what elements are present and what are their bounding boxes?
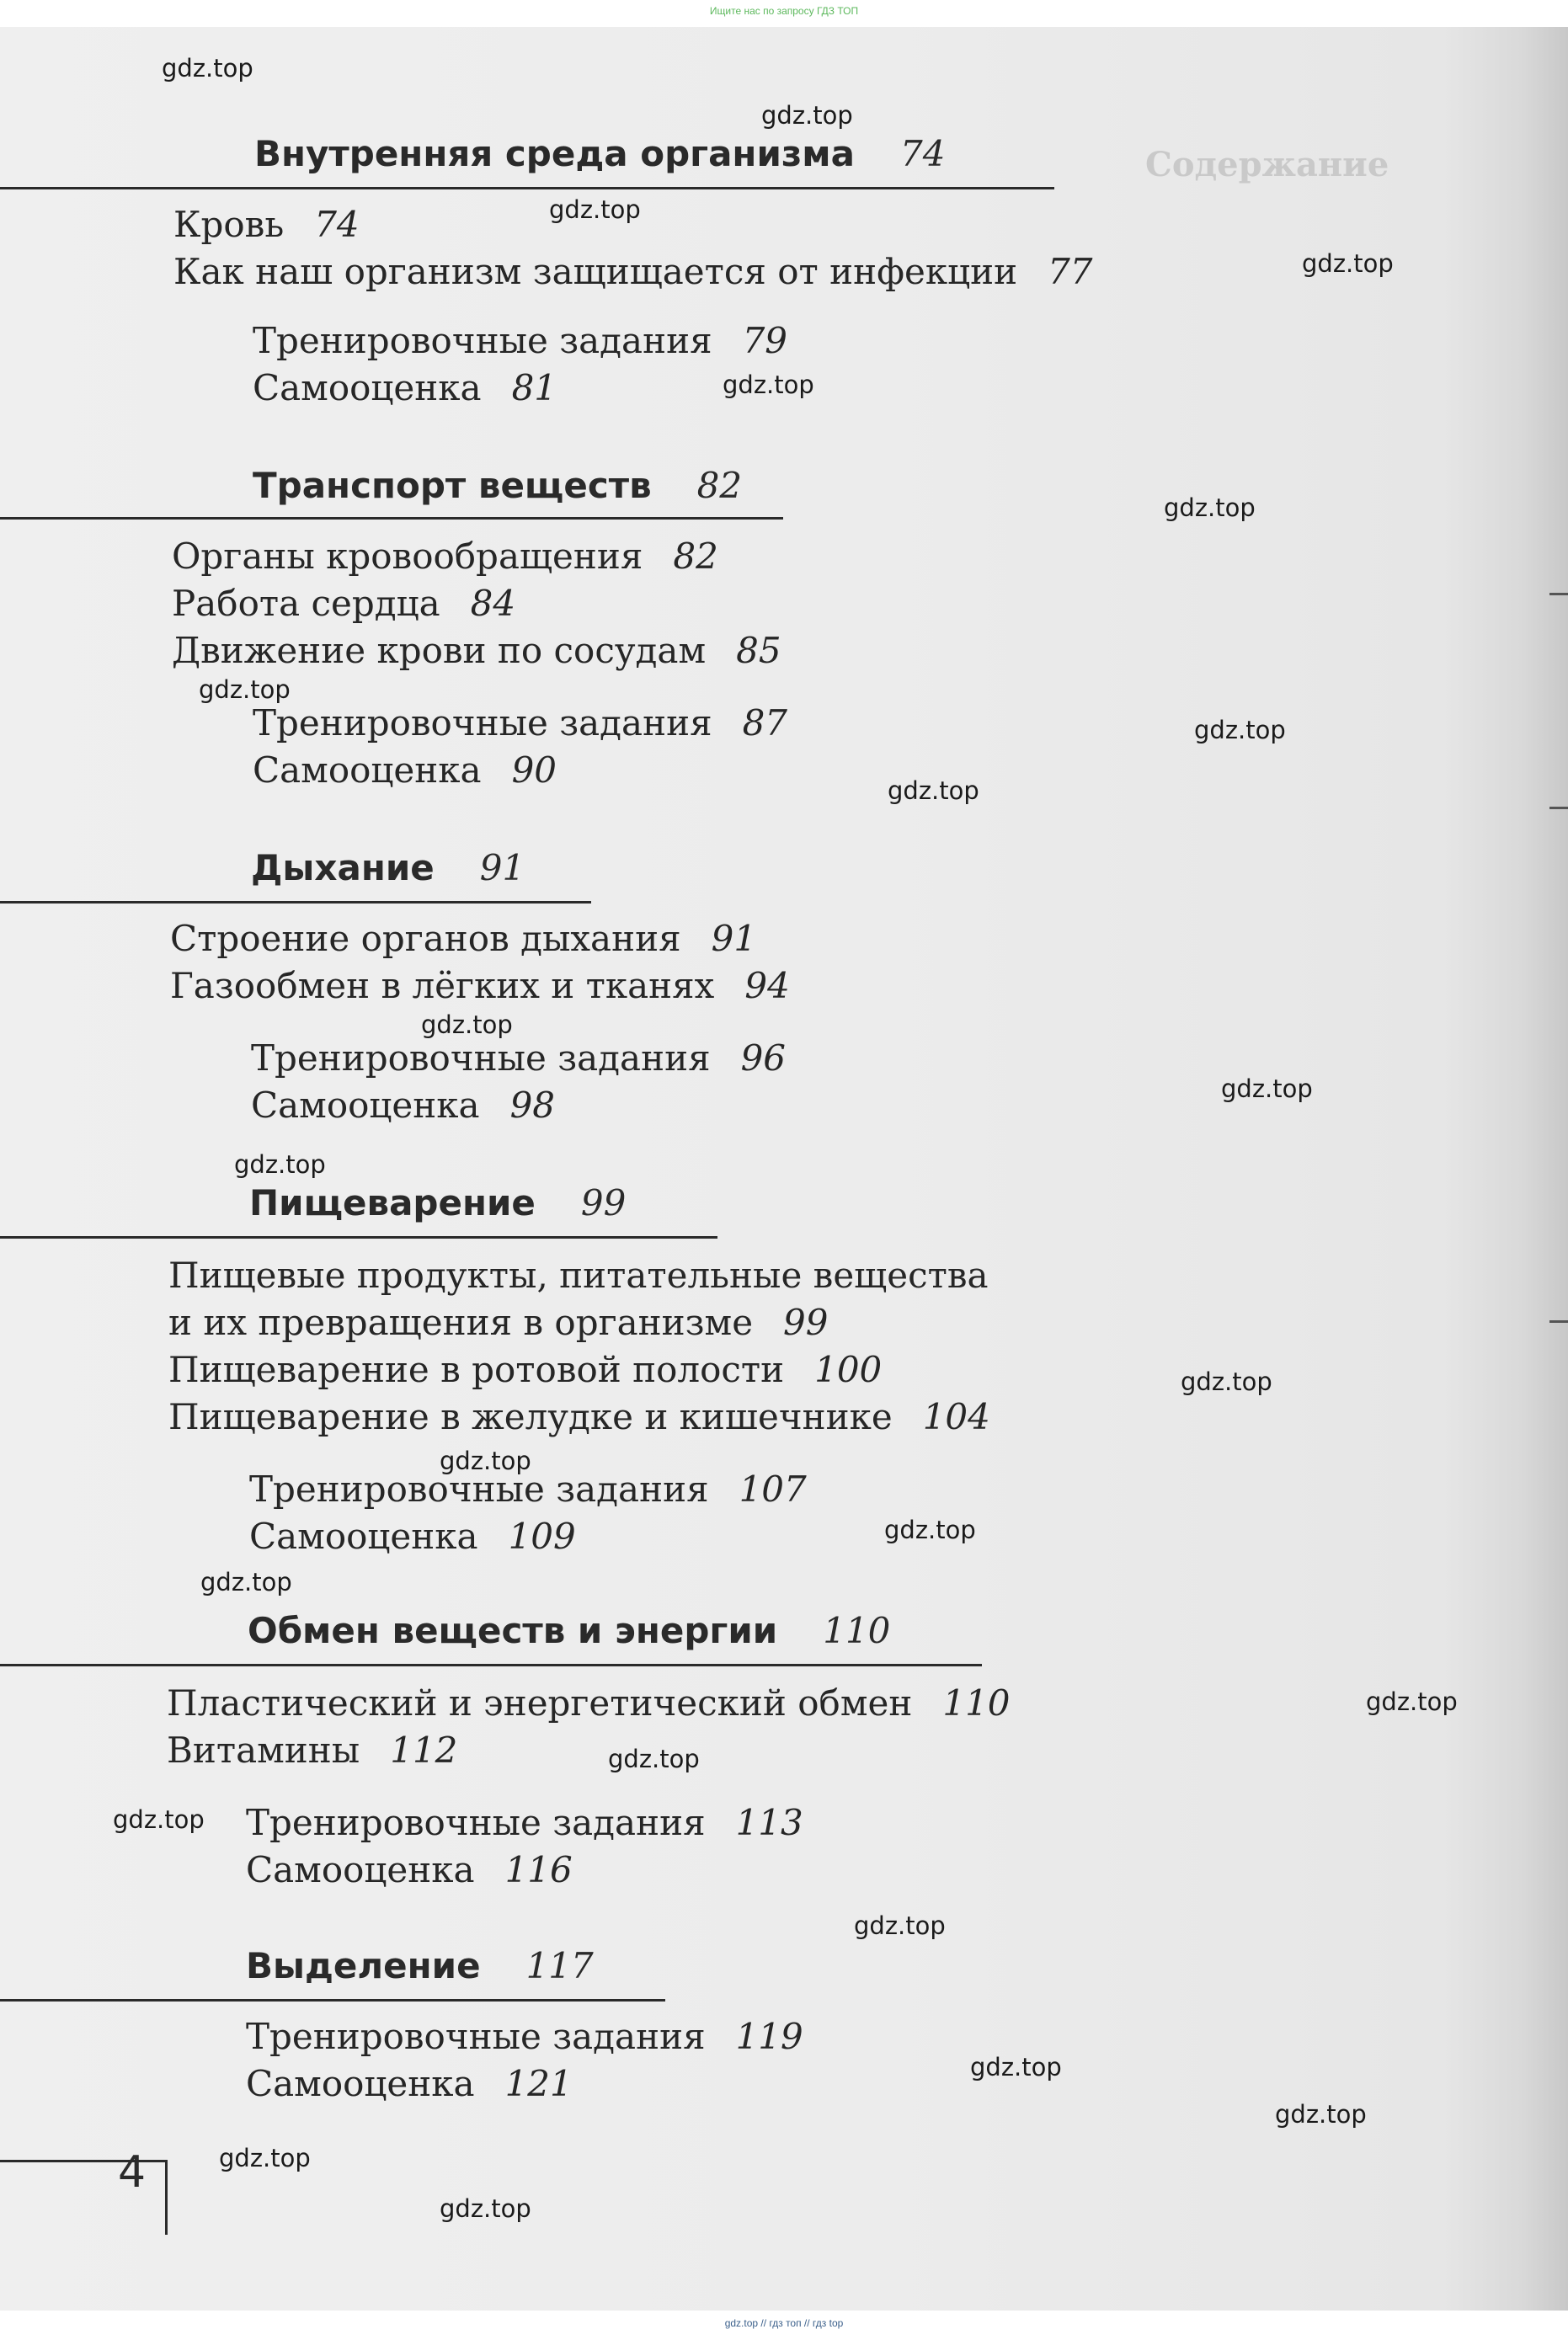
section-rule [0, 1236, 717, 1239]
watermark: gdz.top [1164, 493, 1256, 522]
toc-subitem: Самооценка 98 [251, 1085, 556, 1126]
toc-subitem: Тренировочные задания 113 [246, 1802, 803, 1843]
section-rule [0, 517, 783, 520]
toc-subitem: Тренировочные задания 79 [253, 320, 788, 361]
watermark: gdz.top [234, 1150, 326, 1179]
section-rule [0, 1664, 982, 1666]
section-title: Внутренняя среда организма 74 [254, 133, 946, 174]
watermark: gdz.top [162, 54, 253, 83]
section-title: Пищеварение 99 [249, 1182, 627, 1223]
toc-item: Кровь 74 [173, 204, 360, 245]
watermark: gdz.top [1181, 1367, 1272, 1396]
toc-subitem: Самооценка 121 [246, 2063, 573, 2104]
edge-tick [1549, 1320, 1568, 1323]
watermark: gdz.top [888, 776, 979, 805]
toc-subitem: Тренировочные задания 119 [246, 2016, 803, 2057]
toc-item: Пищеварение в ротовой полости 100 [168, 1349, 883, 1390]
toc-subitem: Тренировочные задания 87 [253, 702, 788, 744]
toc-item: Строение органов дыхания 91 [170, 918, 757, 959]
toc-item: Пластический и энергетический обмен 110 [167, 1682, 1011, 1724]
section-rule [0, 187, 1054, 189]
watermark: gdz.top [113, 1805, 205, 1834]
watermark: gdz.top [549, 195, 641, 224]
section-title: Выделение 117 [246, 1945, 594, 1986]
section-title: Транспорт веществ 82 [253, 465, 743, 506]
toc-subitem: Тренировочные задания 96 [251, 1037, 787, 1079]
top-note: Ищите нас по запросу ГДЗ ТОП [709, 5, 859, 17]
page-number: 4 [118, 2147, 147, 2198]
section-rule [0, 901, 591, 903]
section-title: Обмен веществ и энергии 110 [248, 1610, 891, 1651]
edge-tick [1549, 593, 1568, 595]
section-title: Дыхание 91 [251, 847, 525, 888]
toc-subitem: Самооценка 116 [246, 1849, 573, 1890]
edge-tick [1549, 807, 1568, 809]
watermark: gdz.top [219, 2144, 311, 2172]
watermark: gdz.top [1366, 1687, 1458, 1716]
ghost-heading: Содержание [1145, 145, 1389, 184]
book-page [0, 27, 1568, 2311]
watermark: gdz.top [1275, 2100, 1367, 2129]
watermark: gdz.top [723, 370, 814, 399]
bottom-note: gdz.top // гдз топ // гдз top [724, 2317, 844, 2329]
toc-item: Газообмен в лёгких и тканях 94 [170, 965, 790, 1006]
toc-subitem: Тренировочные задания 107 [249, 1468, 807, 1510]
toc-item: Как наш организм защищается от инфекции 77 [173, 251, 1093, 292]
toc-item: Витамины 112 [167, 1730, 458, 1771]
toc-item: Пищеварение в желудке и кишечнике 104 [168, 1396, 990, 1437]
watermark: gdz.top [854, 1911, 946, 1940]
watermark: gdz.top [884, 1516, 976, 1544]
toc-subitem: Самооценка 81 [253, 367, 557, 408]
section-rule [0, 1999, 665, 2002]
toc-item: Работа сердца 84 [172, 583, 516, 624]
watermark: gdz.top [199, 675, 291, 704]
watermark: gdz.top [440, 1447, 531, 1475]
toc-subitem: Самооценка 90 [253, 749, 557, 791]
watermark: gdz.top [761, 101, 853, 130]
toc-subitem: Самооценка 109 [249, 1516, 576, 1557]
watermark: gdz.top [1221, 1074, 1313, 1103]
watermark: gdz.top [1302, 249, 1394, 278]
toc-item: Органы кровообращения 82 [172, 536, 718, 577]
watermark: gdz.top [1194, 716, 1286, 744]
toc-item: и их превращения в организме 99 [168, 1302, 829, 1343]
watermark: gdz.top [440, 2194, 531, 2223]
watermark: gdz.top [421, 1010, 513, 1039]
watermark: gdz.top [608, 1745, 700, 1773]
toc-item: Движение крови по сосудам 85 [172, 630, 781, 671]
watermark: gdz.top [200, 1568, 292, 1596]
toc-item: Пищевые продукты, питательные вещества [168, 1255, 989, 1296]
watermark: gdz.top [970, 2053, 1062, 2081]
